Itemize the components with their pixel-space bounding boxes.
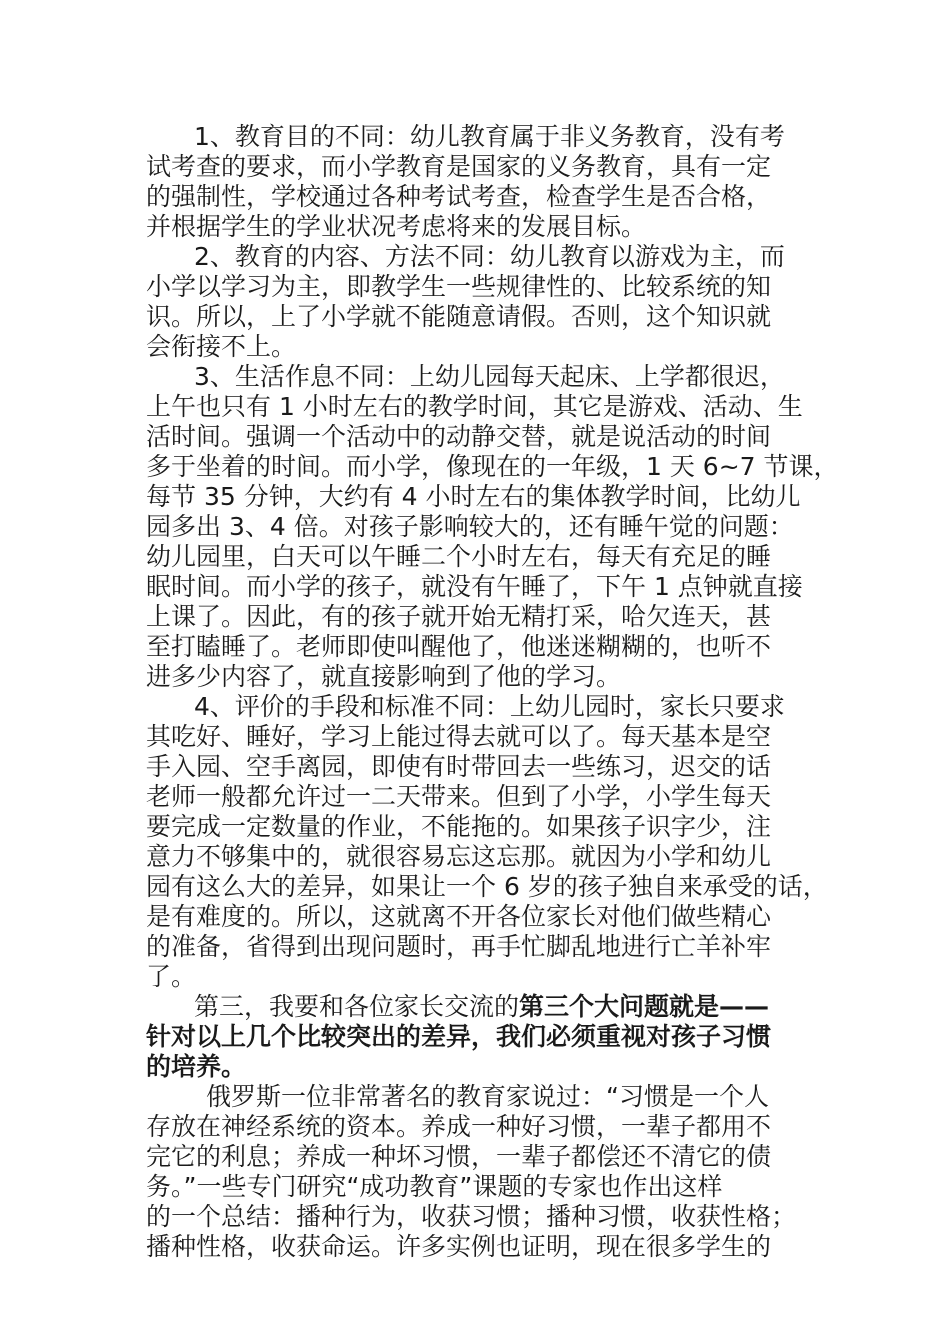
para5-normal-text: 第三，我要和各位家长交流的 [194, 992, 520, 1021]
para3-line: 至打瞌睡了。老师即使叫醒他了，他迷迷糊糊的，也听不 [146, 632, 772, 661]
para3-line: 园多出 3、4 倍。对孩子影响较大的，还有睡午觉的问题： [146, 512, 794, 541]
para5-bold-text: 第三个大问题就是—— [519, 992, 770, 1021]
para6-line: 俄罗斯一位非常著名的教育家说过：“习惯是一个人 [206, 1082, 769, 1111]
para3-line: 每节 35 分钟，大约有 4 小时左右的集体教学时间，比幼儿 [146, 482, 801, 511]
para3-line: 进多少内容了，就直接影响到了他的学习。 [146, 662, 622, 691]
para4-line: 意力不够集中的，就很容易忘这忘那。就因为小学和幼儿 [146, 842, 772, 871]
para4-line: 手入园、空手离园，即使有时带回去一些练习，迟交的话 [146, 752, 772, 781]
para4-line: 是有难度的。所以，这就离不开各位家长对他们做些精心 [146, 902, 772, 931]
para3-line: 眠时间。而小学的孩子，就没有午睡了，下午 1 点钟就直接 [146, 572, 803, 601]
para4-line: 的准备，省得到出现问题时，再手忙脚乱地进行亡羊补牢 [146, 932, 772, 961]
para3-line: 上午也只有 1 小时左右的教学时间，其它是游戏、活动、生 [146, 392, 803, 421]
para1-line: 试考查的要求，而小学教育是国家的义务教育，具有一定 [146, 152, 772, 181]
para5-line [146, 992, 826, 1022]
para4-line: 要完成一定数量的作业，不能拖的。如果孩子识字少，注 [146, 812, 772, 841]
para1-line: 1、教育目的不同：幼儿教育属于非义务教育，没有考 [194, 122, 785, 151]
para6-line: 播种性格，收获命运。许多实例也证明，现在很多学生的 [146, 1232, 772, 1261]
para6-line: 存放在神经系统的资本。养成一种好习惯，一辈子都用不 [146, 1112, 772, 1141]
para5-bold-line: 的培养。 [146, 1052, 247, 1081]
para4-line: 其吃好、睡好，学习上能过得去就可以了。每天基本是空 [146, 722, 772, 751]
para3-line: 3、生活作息不同：上幼儿园每天起床、上学都很迟， [194, 362, 785, 391]
para1-line: 并根据学生的学业状况考虑将来的发展目标。 [146, 212, 647, 241]
para6-line: 完它的利息；养成一种坏习惯，一辈子都偿还不清它的债 [146, 1142, 772, 1171]
para1-line: 的强制性，学校通过各种考试考查，检查学生是否合格， [146, 182, 772, 211]
para2-line: 2、教育的内容、方法不同：幼儿教育以游戏为主，而 [194, 242, 785, 271]
para4-line: 了。 [146, 962, 197, 991]
para3-line: 上课了。因此，有的孩子就开始无精打采，哈欠连天，甚 [146, 602, 772, 631]
para5-bold-line: 针对以上几个比较突出的差异，我们必须重视对孩子习惯 [146, 1022, 772, 1051]
para3-line: 活时间。强调一个活动中的动静交替，就是说活动的时间 [146, 422, 772, 451]
para3-line: 多于坐着的时间。而小学，像现在的一年级，1 天 6~7 节课， [146, 452, 839, 481]
para6-line: 的一个总结：播种行为，收获习惯；播种习惯，收获性格； [146, 1202, 797, 1231]
para4-line: 老师一般都允许过一二天带来。但到了小学，小学生每天 [146, 782, 772, 811]
para3-line: 幼儿园里，白天可以午睡二个小时左右，每天有充足的睡 [146, 542, 772, 571]
document-body [146, 122, 839, 1262]
para4-line: 4、评价的手段和标准不同：上幼儿园时，家长只要求 [194, 692, 785, 721]
para2-line: 识。所以，上了小学就不能随意请假。否则，这个知识就 [146, 302, 772, 331]
para2-line: 小学以学习为主，即教学生一些规律性的、比较系统的知 [146, 272, 772, 301]
para6-line: 务。”一些专门研究“成功教育”课题的专家也作出这样 [146, 1172, 723, 1201]
para2-line: 会衔接不上。 [146, 332, 297, 361]
para4-line: 园有这么大的差异，如果让一个 6 岁的孩子独自来承受的话， [146, 872, 828, 901]
